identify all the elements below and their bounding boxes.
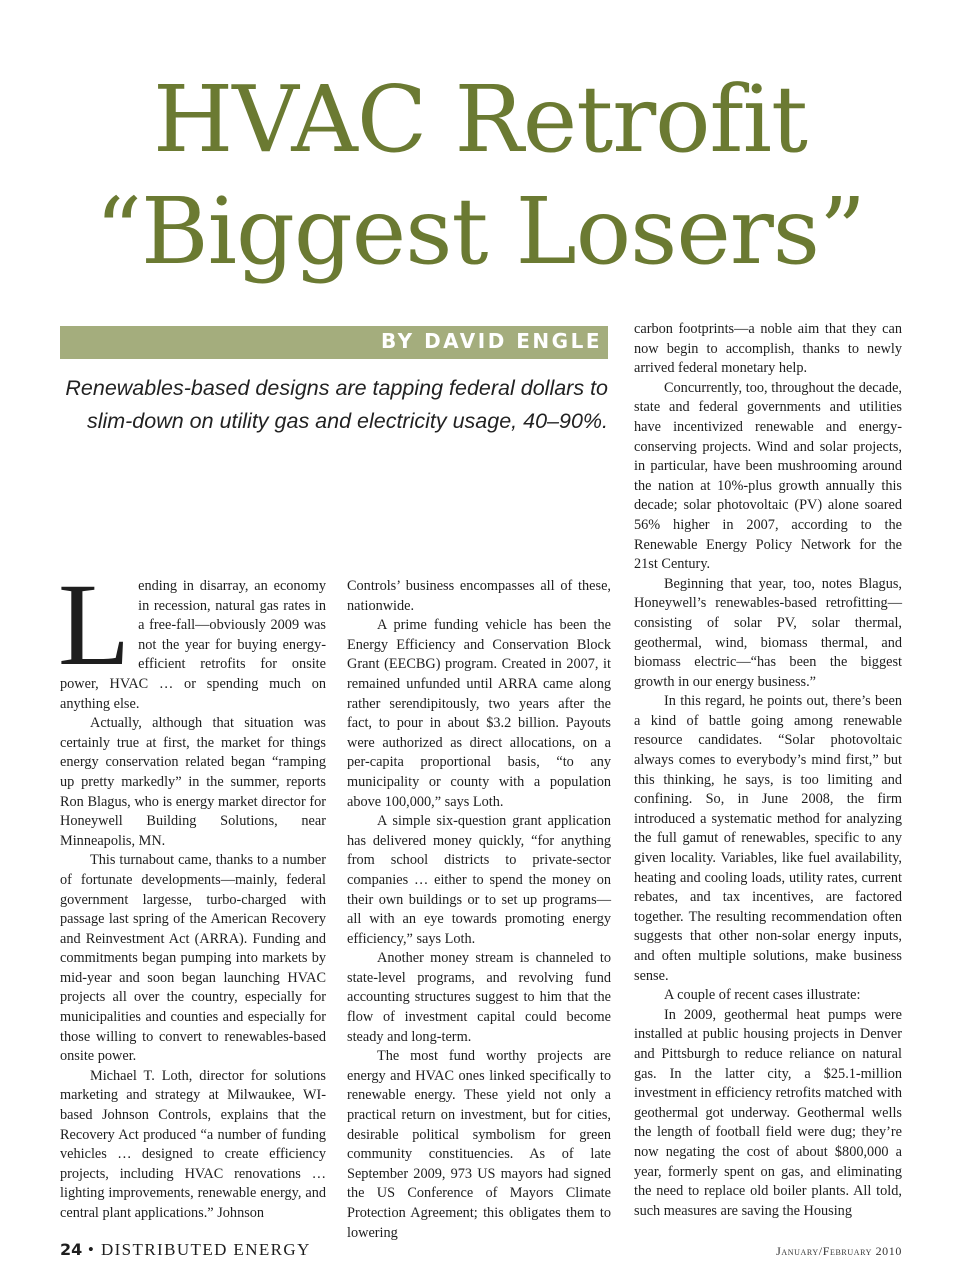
paragraph bbox=[58, 559, 326, 714]
paragraph-text: ending in disarray, an economy in recession, natural gas rates in a free-fall—obviously 2009 was not the year for buying energy-efficient retrofits for onsite power, HVAC … or spending much on anything else. bbox=[60, 578, 326, 712]
paragraph: This turnabout came, thanks to a number of fortunate developments—mainly, federal government largesse, turbo-charged with passage last spring of the American Recovery and Reinvestment Act (ARRA). Funding and commitments began pumping into markets by mid-year and soon began launching HVAC projects all over the country, especially for municipalities and counties and especially for those willing to convert to renewables-based onsite power. bbox=[60, 852, 326, 1065]
paragraph: In 2009, geothermal heat pumps were installed at public housing projects in Denver and Pittsburgh to reduce reliance on natural gas. In the latter city, a $25.1-million investment in efficiency retrofits matched with geothermal got underway. Geothermal wells the length of football field were dug; they’re now negating the cost of about $800,000 a year, formerly spent on gas, and eliminating the need to replace old boiler plants. All told, such measures are saving the Housing bbox=[634, 1006, 902, 1219]
paragraph: A prime funding vehicle has been the Energy Efficiency and Conservation Block Grant (EECBG) program. Created in 2007, it remained unfunded until ARRA came along rather serendipitously, two years after the fact, to pour in about $3.2 billion. Payouts were authorized as direct allocations, on a per-capita proportional basis, “to any municipality or county with a population above 100,000,” says Loth. bbox=[347, 617, 611, 810]
drop-cap: L bbox=[58, 559, 131, 690]
publication-name: DISTRIBUTED ENERGY bbox=[100, 1240, 311, 1259]
paragraph: The most fund worthy projects are energy and HVAC ones linked specifically to renewable energy. These yield not only a practical return on investment, but for cities, desirable political symbolism for green community constituencies. As of late September 2009, 973 US mayors had signed the US Conference of Mayors Climate Protection Agreement; this obligates them to lowering bbox=[347, 1048, 611, 1241]
footer-separator: • bbox=[87, 1240, 96, 1259]
article-column-1 bbox=[58, 559, 326, 1229]
page-footer bbox=[60, 1240, 311, 1260]
headline-line-2: “Biggest Losers” bbox=[94, 178, 866, 285]
paragraph: Beginning that year, too, notes Blagus, Honeywell’s renewables-based retrofitting—consisting of solar PV, solar thermal, geothermal, wind, biomass thermal, and biomass electric—“has been the biggest growth in our energy business.” bbox=[634, 575, 902, 690]
page-number: 24 bbox=[60, 1240, 83, 1259]
paragraph: carbon footprints—a noble aim that they can now begin to accomplish, thanks to newly arrived federal monetary help. bbox=[634, 321, 902, 377]
headline-line-1: HVAC Retrofit bbox=[153, 66, 807, 173]
article-deck: Renewables-based designs are tapping federal dollars to slim-down on utility gas and electricity usage, 40–90%. bbox=[65, 376, 608, 433]
paragraph: Controls’ business encompasses all of these, nationwide. bbox=[347, 578, 611, 614]
paragraph: Michael T. Loth, director for solutions marketing and strategy at Milwaukee, WI-based Johnson Controls, explains that the Recovery Act produced “a number of funding vehicles … designed to create efficiency projects, including HVAC renovations … lighting improvements, renewable energy, and central plant applications.” Johnson bbox=[60, 1067, 326, 1221]
byline-bar bbox=[60, 326, 608, 359]
article-column-2 bbox=[347, 577, 611, 1241]
paragraph: A couple of recent cases illustrate: bbox=[664, 987, 861, 1004]
paragraph: In this regard, he points out, there’s been a kind of battle going among renewable resource candidates. “Solar photovoltaic always comes to everybody’s mind first,” but this thinking, he says, is too limiting and confining. So, in June 2008, the firm introduced a systematic method for analyzing the full gamut of renewables, specific to any given locality. Variables, like fuel availability, heating and cooling loads, utility rates, current rebates, and tax incentives, are factored together. The resulting recommendation often suggests that other non-solar energy inputs, and often multiple solutions, make business sense. bbox=[634, 693, 902, 984]
byline: BY DAVID ENGLE bbox=[380, 329, 602, 353]
paragraph: Another money stream is channeled to state-level programs, and revolving fund accounting structures suggest to him that the flow of investment capital could become steady and long-term. bbox=[347, 950, 611, 1045]
article-headline bbox=[0, 64, 960, 288]
paragraph: Concurrently, too, throughout the decade, state and federal governments and utilities have incentivized renewable and energy-conserving projects. Wind and solar projects, in particular, have been mushrooming around the nation at 10%-plus growth annually this decade; solar photovoltaic (PV) alone soared 56% higher in 2007, according to the Renewable Energy Policy Network for the 21st Century. bbox=[634, 379, 902, 573]
paragraph: A simple six-question grant application has delivered money quickly, “for anything from school districts to private-sector companies … either to spend the money on their own buildings or to set up programs—all with an eye towards promoting energy efficiency,” says Loth. bbox=[347, 813, 611, 947]
paragraph: Actually, although that situation was certainly true at first, the market for things energy conservation related began “ramping up pretty markedly” in the summer, reports Ron Blagus, who is energy market director for Honeywell Building Solutions, near Minneapolis, MN. bbox=[60, 715, 326, 849]
issue-date: January/February 2010 bbox=[776, 1244, 902, 1258]
article-column-3 bbox=[634, 320, 902, 1229]
